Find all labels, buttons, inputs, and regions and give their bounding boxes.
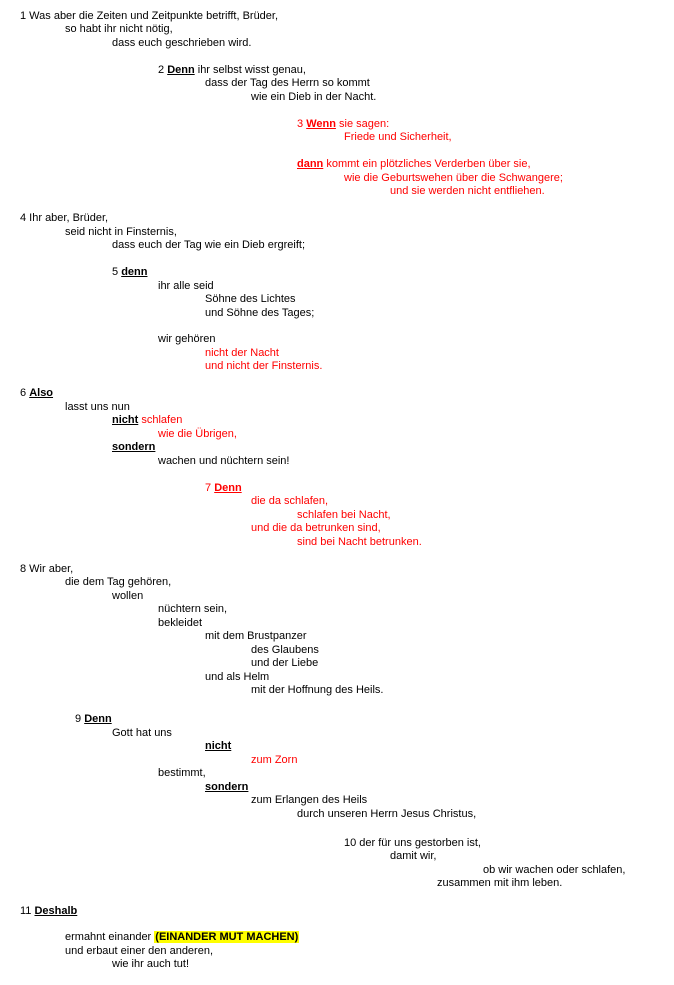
- verse-1-line-2: so habt ihr nicht nötig,: [65, 23, 173, 35]
- verse-8-line-3: wollen: [112, 590, 144, 602]
- verse-5-line-6: nicht der Nacht: [205, 347, 279, 359]
- verse-3-line-4: wie die Geburtswehen über die Schwangere;: [344, 172, 563, 184]
- text: schlafen: [138, 414, 183, 426]
- verse-5-line-5: wir gehören: [158, 333, 216, 345]
- verse-6-line-3: [112, 414, 182, 427]
- verse-7-label: [205, 482, 242, 495]
- highlight-note: (EINANDER MUT MACHEN): [155, 931, 299, 943]
- keyword: nicht: [112, 414, 139, 426]
- verse-10-line-3: ob wir wachen oder schlafen,: [483, 864, 626, 876]
- verse-number: 6: [20, 387, 27, 399]
- keyword: Wenn: [306, 118, 336, 130]
- verse-9-line-8: durch unseren Herrn Jesus Christus,: [297, 808, 477, 820]
- verse-7-line-4: sind bei Nacht betrunken.: [297, 536, 422, 548]
- verse-number: 2: [158, 64, 165, 76]
- verse-2-line-3: wie ein Dieb in der Nacht.: [251, 91, 377, 103]
- verse-9-line-4: zum Zorn: [251, 754, 298, 766]
- verse-9-line-3: [205, 740, 231, 753]
- verse-4-line-3: dass euch der Tag wie ein Dieb ergreift;: [112, 239, 306, 251]
- verse-4-line-1: 4 Ihr aber, Brüder,: [20, 212, 109, 224]
- verse-number: 5: [112, 266, 119, 278]
- verse-8-line-7: des Glaubens: [251, 644, 319, 656]
- verse-10-line-2: damit wir,: [390, 850, 437, 862]
- text: kommt ein plötzliches Verderben über sie,: [323, 158, 531, 170]
- verse-5-line-2: ihr alle seid: [158, 280, 214, 292]
- verse-7-line-1: die da schlafen,: [251, 495, 329, 507]
- verse-9-line-5: bestimmt,: [158, 767, 206, 779]
- verse-5-line-3: Söhne des Lichtes: [205, 293, 296, 305]
- verse-9-line-7: zum Erlangen des Heils: [251, 794, 368, 806]
- verse-5-line-7: und nicht der Finsternis.: [205, 360, 323, 372]
- verse-1-line-1: 1 Was aber die Zeiten und Zeitpunkte betrifft, Brüder,: [20, 10, 279, 22]
- verse-5-line-1: [112, 266, 147, 279]
- keyword: sondern: [112, 441, 156, 453]
- verse-6-line-5: [112, 441, 155, 454]
- verse-number: 7: [205, 482, 212, 494]
- text: ermahnt einander: [65, 931, 155, 943]
- verse-number: 11: [20, 905, 32, 917]
- verse-8-line-5: bekleidet: [158, 617, 203, 629]
- keyword: nicht: [205, 740, 232, 752]
- verse-11-line-3: und erbaut einer den anderen,: [65, 945, 214, 957]
- verse-9-line-2: Gott hat uns: [112, 727, 172, 739]
- keyword: Denn: [214, 482, 242, 494]
- verse-3-line-1: [297, 118, 389, 131]
- verse-6-line-4: wie die Übrigen,: [158, 428, 237, 440]
- verse-6-line-2: lasst uns nun: [65, 401, 130, 413]
- keyword: Denn: [167, 64, 195, 76]
- keyword: Also: [29, 387, 54, 399]
- verse-2-line-2: dass der Tag des Herrn so kommt: [205, 77, 370, 89]
- verse-8-line-1: 8 Wir aber,: [20, 563, 74, 575]
- keyword: Denn: [84, 713, 112, 725]
- text: ihr selbst wisst genau,: [194, 64, 306, 76]
- verse-11-line-4: wie ihr auch tut!: [112, 958, 190, 970]
- verse-8-line-4: nüchtern sein,: [158, 603, 228, 615]
- keyword: dann: [297, 158, 324, 170]
- verse-11-line-2: [65, 931, 299, 944]
- verse-10-line-1: 10 der für uns gestorben ist,: [344, 837, 481, 849]
- verse-5-line-4: und Söhne des Tages;: [205, 307, 315, 319]
- verse-7-line-3: und die da betrunken sind,: [251, 522, 381, 534]
- verse-3-line-2: Friede und Sicherheit,: [344, 131, 452, 143]
- verse-6-line-1: [20, 387, 53, 400]
- verse-3-line-3: [297, 158, 531, 171]
- verse-2-line-1: [158, 64, 306, 77]
- verse-9-line-6: [205, 781, 248, 794]
- verse-9-line-1: [75, 713, 112, 726]
- keyword: Deshalb: [34, 905, 78, 917]
- keyword: sondern: [205, 781, 249, 793]
- keyword: denn: [121, 266, 148, 278]
- verse-6-line-6: wachen und nüchtern sein!: [158, 455, 290, 467]
- verse-8-line-6: mit dem Brustpanzer: [205, 630, 307, 642]
- verse-8-line-8: und der Liebe: [251, 657, 319, 669]
- verse-1-line-3: dass euch geschrieben wird.: [112, 37, 252, 49]
- verse-4-line-2: seid nicht in Finsternis,: [65, 226, 177, 238]
- verse-7-line-2: schlafen bei Nacht,: [297, 509, 391, 521]
- verse-8-line-9: und als Helm: [205, 671, 270, 683]
- verse-10-line-4: zusammen mit ihm leben.: [437, 877, 563, 889]
- verse-8-line-10: mit der Hoffnung des Heils.: [251, 684, 384, 696]
- verse-3-line-5: und sie werden nicht entfliehen.: [390, 185, 545, 197]
- text: sie sagen:: [335, 118, 390, 130]
- verse-8-line-2: die dem Tag gehören,: [65, 576, 172, 588]
- verse-number: 9: [75, 713, 82, 725]
- verse-11-line-1: [20, 905, 77, 918]
- verse-number: 3: [297, 118, 304, 130]
